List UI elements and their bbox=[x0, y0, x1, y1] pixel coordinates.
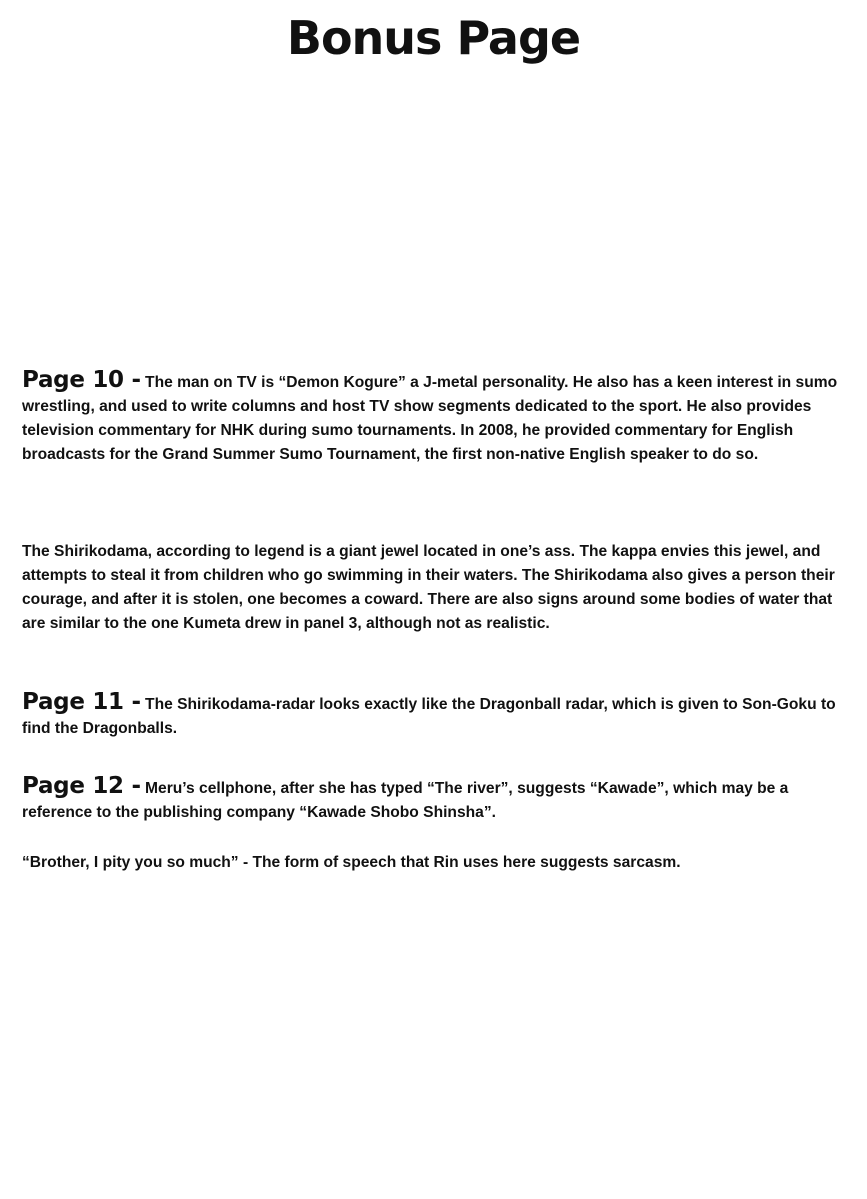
page-label: Page 12 - bbox=[22, 773, 141, 799]
note-text: The Shirikodama, according to legend is a giant jewel located in one’s ass. The kappa envies this jewel, and attempts to steal it from children who go swimming in their waters. The Shirikodama also gives a person their courage, and after it is stolen, one becomes a coward. There are also signs around some bodies of water that are similar to the one Kumeta drew in panel 3, although not as realistic. bbox=[22, 543, 835, 632]
page-label: Page 10 - bbox=[22, 367, 141, 393]
note-page-11 bbox=[22, 690, 848, 741]
note-text: Meru’s cellphone, after she has typed “The river”, suggests “Kawade”, which may be a reference to the publishing company “Kawade Shobo Shinsha”. bbox=[22, 780, 789, 821]
note-shirikodama bbox=[22, 540, 848, 636]
note-page-12 bbox=[22, 774, 848, 825]
note-page-10 bbox=[22, 368, 848, 467]
note-text: The man on TV is “Demon Kogure” a J-metal personality. He also has a keen interest in sumo wrestling, and used to write columns and host TV show segments dedicated to the sport. He also provides television commentary for NHK during sumo tournaments. In 2008, he provided commentary for English broadcasts for the Grand Summer Sumo Tournament, the first non-native English speaker to do so. bbox=[22, 374, 838, 463]
note-brother-quote bbox=[22, 851, 848, 875]
page-label: Page 11 - bbox=[22, 689, 141, 715]
note-text: “Brother, I pity you so much” - The form of speech that Rin uses here suggests sarcasm. bbox=[22, 854, 681, 871]
page-title: Bonus Page bbox=[286, 11, 581, 65]
note-text: The Shirikodama-radar looks exactly like the Dragonball radar, which is given to Son-Goku to find the Dragonballs. bbox=[22, 696, 836, 737]
